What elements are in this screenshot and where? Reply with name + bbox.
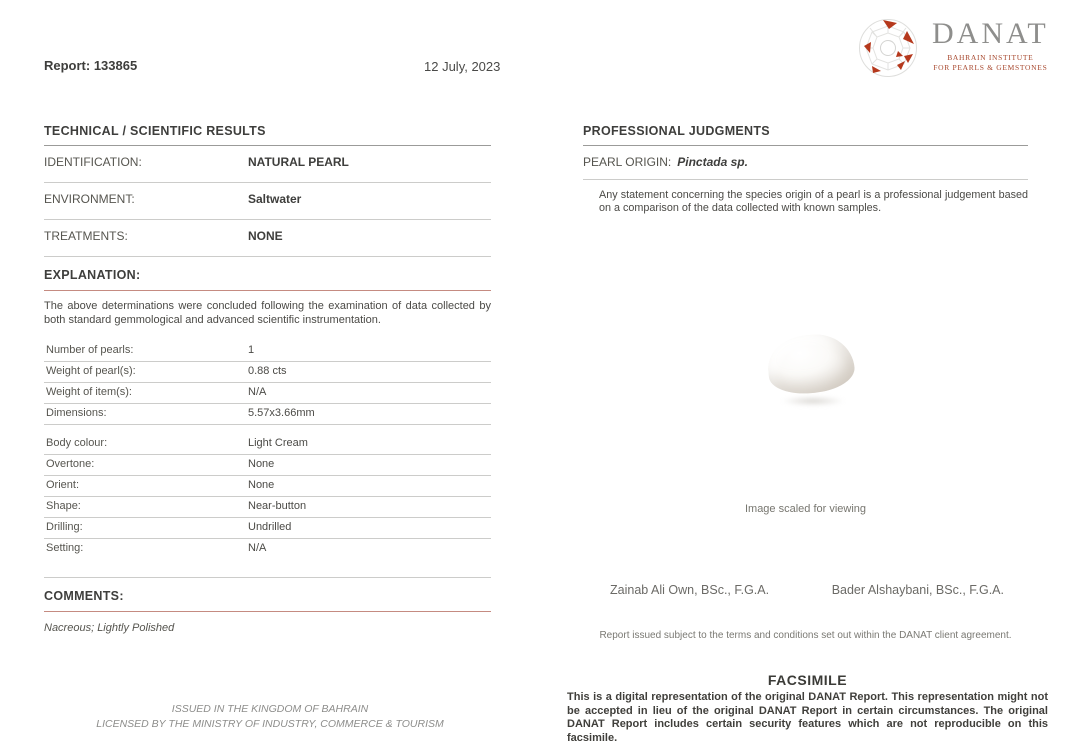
table-row: Dimensions: 5.57x3.66mm xyxy=(44,404,491,425)
row-value: NONE xyxy=(248,229,283,243)
treatments-row xyxy=(44,220,491,257)
logo-text xyxy=(932,12,1049,73)
facsimile-title: FACSIMILE xyxy=(767,672,848,688)
row-label: TREATMENTS: xyxy=(44,229,128,243)
comments-body: Nacreous; Lightly Polished xyxy=(44,622,175,634)
comments-title: COMMENTS: xyxy=(44,589,491,612)
technical-results-section xyxy=(44,124,491,257)
report-number: Report: 133865 xyxy=(44,58,138,73)
row-label: ENVIRONMENT: xyxy=(44,192,135,206)
danat-logo xyxy=(856,12,1049,80)
signature-left: Zainab Ali Own, BSc., F.G.A. xyxy=(610,583,770,597)
environment-row xyxy=(44,183,491,220)
divider xyxy=(44,577,491,578)
logo-subtitle: BAHRAIN INSTITUTE FOR PEARLS & GEMSTONES xyxy=(933,53,1048,72)
issued-in-line: ISSUED IN THE KINGDOM OF BAHRAIN xyxy=(171,703,369,715)
faceted-pearl-emblem-icon xyxy=(856,16,920,80)
table-row: Orient: None xyxy=(44,476,491,497)
image-caption: Image scaled for viewing xyxy=(744,503,867,515)
origin-label: PEARL ORIGIN: xyxy=(583,155,672,169)
pearl-characteristics-table xyxy=(44,434,491,559)
pearl-origin-row xyxy=(583,146,1028,180)
signature-right: Bader Alshaybani, BSc., F.G.A. xyxy=(831,583,1004,597)
facsimile-body: This is a digital representation of the original DANAT Report. This representation might not be accepted in lieu of the original DANAT Report in certain circumstances. The original DANAT Report includes certain security features which are not reproducible on this facsimile. xyxy=(567,691,1048,743)
pearl-shadow xyxy=(781,396,845,406)
explanation-title: EXPLANATION: xyxy=(44,268,491,291)
pearl-measurements-table xyxy=(44,341,491,425)
professional-judgments-section xyxy=(583,124,1028,215)
table-row: Overtone: None xyxy=(44,455,491,476)
origin-value: Pinctada sp. xyxy=(677,155,748,169)
table-row: Drilling: Undrilled xyxy=(44,518,491,539)
issuer-footer xyxy=(60,702,480,732)
table-row: Weight of pearl(s): 0.88 cts xyxy=(44,362,491,383)
row-value: Saltwater xyxy=(248,192,302,206)
identification-row xyxy=(44,146,491,183)
table-row: Number of pearls: 1 xyxy=(44,341,491,362)
licensed-by-line: LICENSED BY THE MINISTRY OF INDUSTRY, COMMERCE & TOURISM xyxy=(96,718,444,730)
explanation-body: The above determinations were concluded following the examination of data collected by both standard gemmological and advanced scientific instrumentation. xyxy=(44,300,491,326)
row-label: IDENTIFICATION: xyxy=(44,155,142,169)
signature-block xyxy=(583,583,1028,597)
explanation-section xyxy=(44,268,491,327)
origin-note: Any statement concerning the species origin of a pearl is a professional judgement based on a comparison of the data collected with known samples. xyxy=(599,189,1028,214)
table-row: Body colour: Light Cream xyxy=(44,434,491,455)
table-row: Shape: Near-button xyxy=(44,497,491,518)
professional-judgments-title: PROFESSIONAL JUDGMENTS xyxy=(583,124,1028,146)
table-row: Setting: N/A xyxy=(46,542,267,554)
terms-note: Report issued subject to the terms and conditions set out within the DANAT client agreement. xyxy=(599,630,1012,641)
row-value: NATURAL PEARL xyxy=(248,155,349,169)
technical-results-title: TECHNICAL / SCIENTIFIC RESULTS xyxy=(44,124,491,146)
logo-wordmark: DANAT xyxy=(932,17,1049,50)
comments-section xyxy=(44,589,491,634)
facsimile-section xyxy=(567,672,1048,743)
pearl-image xyxy=(766,331,857,396)
table-row: Weight of item(s): N/A xyxy=(44,383,491,404)
pearl-photo xyxy=(768,335,858,413)
report-date: 12 July, 2023 xyxy=(424,59,501,74)
